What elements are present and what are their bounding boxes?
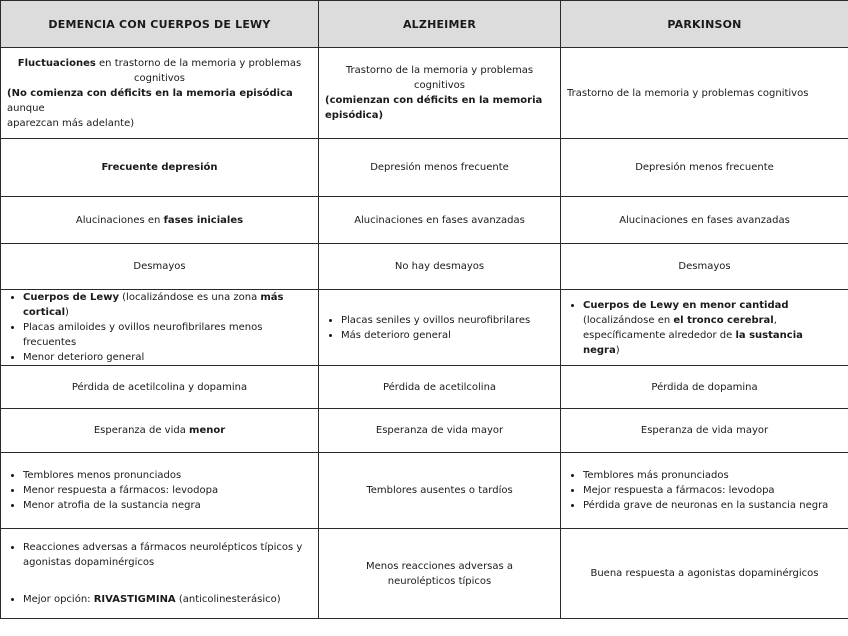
list-item: • Mejor respuesta a fármacos: levodopa xyxy=(583,483,842,498)
bullet-list xyxy=(7,468,312,513)
table-row xyxy=(1,197,848,244)
table-row xyxy=(1,529,848,619)
text: Mejor opción: xyxy=(23,594,94,605)
cell-park-depression: Depresión menos frecuente xyxy=(561,139,848,197)
text: (localizándose en xyxy=(583,314,674,326)
text-bold: el tronco cerebral xyxy=(673,314,774,326)
text-bold: más cortical xyxy=(23,292,284,318)
table-row xyxy=(1,139,848,197)
cell-lewy-memory xyxy=(1,48,319,139)
cell-lewy-tremors xyxy=(1,453,319,529)
table-row xyxy=(1,409,848,453)
bullet-list xyxy=(325,313,554,343)
text-bold: (No comienza con déficits en la memoria episódica xyxy=(7,87,293,99)
bullet-list xyxy=(567,298,842,358)
text: ) xyxy=(615,344,620,356)
list-item: • Menor atrofia de la sustancia negra xyxy=(23,498,312,513)
text: (anticolinesterásico) xyxy=(175,594,281,605)
text-bold: Cuerpos de Lewy en menor cantidad xyxy=(583,299,789,311)
cell-alz-depression: Depresión menos frecuente xyxy=(319,139,561,197)
text: , específicamente alrededor de xyxy=(583,314,777,341)
cell-lewy-depression xyxy=(1,139,319,197)
cell-lewy-hallucinations xyxy=(1,197,319,244)
text-bold: Frecuente depresión xyxy=(101,162,218,173)
cell-lewy-neurotransmitters: Pérdida de acetilcolina y dopamina xyxy=(1,366,319,409)
cell-lewy-fainting: Desmayos xyxy=(1,244,319,290)
cell-alz-fainting: No hay desmayos xyxy=(319,244,561,290)
list-item: • Temblores menos pronunciados xyxy=(23,468,312,483)
header-parkinson: PARKINSON xyxy=(561,1,848,48)
cell-park-hallucinations: Alucinaciones en fases avanzadas xyxy=(561,197,848,244)
list-item xyxy=(583,298,842,358)
cell-lewy-pathology xyxy=(1,290,319,366)
text: cognitivos xyxy=(133,72,186,84)
cell-alz-tremors: Temblores ausentes o tardíos xyxy=(319,453,561,529)
cell-park-tremors xyxy=(561,453,848,529)
list-item xyxy=(23,290,312,320)
table-row xyxy=(1,290,848,366)
cell-lewy-life-expectancy xyxy=(1,409,319,453)
table-row xyxy=(1,48,848,139)
cell-alz-neurotransmitters: Pérdida de acetilcolina xyxy=(319,366,561,409)
list-item: • Menor respuesta a fármacos: levodopa xyxy=(23,483,312,498)
text: Esperanza de vida xyxy=(93,425,190,436)
list-item: • Temblores más pronunciados xyxy=(583,468,842,483)
list-item: • Placas amiloides y ovillos neurofibrilares menos frecuentes xyxy=(23,320,312,350)
text: aparezcan más adelante) xyxy=(7,117,135,129)
cell-park-pathology xyxy=(561,290,848,366)
table-row xyxy=(1,244,848,290)
bullet-list xyxy=(567,468,842,513)
list-item xyxy=(23,592,312,607)
cell-park-neurotransmitters: Pérdida de dopamina xyxy=(561,366,848,409)
cell-park-memory: Trastorno de la memoria y problemas cognitivos xyxy=(561,48,848,139)
text: Alucinaciones en xyxy=(75,214,164,226)
text: (localizándose es una zona xyxy=(118,292,261,303)
cell-lewy-drugs xyxy=(1,529,319,619)
list-item: • Placas seniles y ovillos neurofibrilares xyxy=(341,313,554,328)
text-bold: menor xyxy=(189,425,226,436)
bullet-list xyxy=(7,540,312,607)
cell-alz-memory xyxy=(319,48,561,139)
cell-park-drugs: Buena respuesta a agonistas dopaminérgicos xyxy=(561,529,848,619)
text: aunque xyxy=(7,102,45,114)
text: cognitivos xyxy=(413,80,466,91)
cell-alz-hallucinations: Alucinaciones en fases avanzadas xyxy=(319,197,561,244)
text-bold: (comienzan con déficits en la memoria xyxy=(325,95,543,106)
bullet-list xyxy=(7,290,312,365)
cell-alz-pathology xyxy=(319,290,561,366)
cell-park-fainting: Desmayos xyxy=(561,244,848,290)
text-bold: RIVASTIGMINA xyxy=(93,594,176,605)
cell-alz-life-expectancy: Esperanza de vida mayor xyxy=(319,409,561,453)
table-row xyxy=(1,453,848,529)
cell-park-life-expectancy: Esperanza de vida mayor xyxy=(561,409,848,453)
text-bold: episódica) xyxy=(325,110,384,121)
header-alzheimer: ALZHEIMER xyxy=(319,1,561,48)
list-item: • Menor deterioro general xyxy=(23,350,312,365)
text: en trastorno de la memoria y problemas xyxy=(95,57,302,69)
text-bold: Cuerpos de Lewy xyxy=(23,292,119,303)
list-item: • Reacciones adversas a fármacos neurolépticos típicos y agonistas dopaminérgicos xyxy=(23,540,312,570)
list-item: • Más deterioro general xyxy=(341,328,554,343)
text: ) xyxy=(65,307,69,318)
text-bold: la sustancia negra xyxy=(583,329,803,356)
table-row xyxy=(1,366,848,409)
header-row xyxy=(1,1,848,48)
text-bold: fases iniciales xyxy=(163,214,244,226)
header-lewy: DEMENCIA CON CUERPOS DE LEWY xyxy=(1,1,319,48)
list-item: • Pérdida grave de neuronas en la sustancia negra xyxy=(583,498,842,513)
text-bold: Fluctuaciones xyxy=(17,57,96,69)
cell-alz-drugs: Menos reacciones adversas a neurolépticos típicos xyxy=(319,529,561,619)
text: Trastorno de la memoria y problemas xyxy=(345,65,534,76)
